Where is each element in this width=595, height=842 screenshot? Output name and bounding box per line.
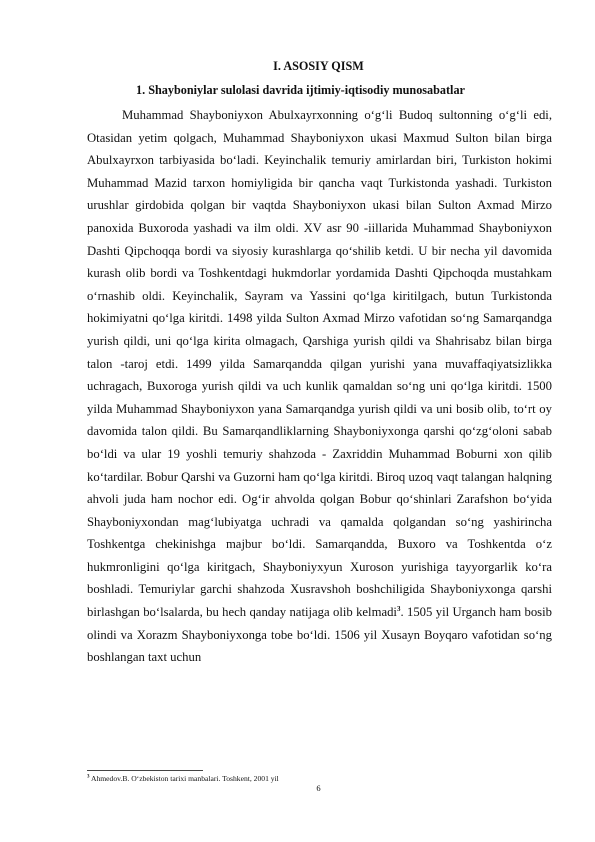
body-paragraph [87, 104, 552, 669]
page-number: 6 [316, 783, 321, 793]
footnote-text: Ahmedov.B. O‘zbekiston tarixi manbalari. Toshkent, 2001 yil [89, 774, 279, 783]
footnote-reference[interactable]: 3 [396, 604, 401, 613]
footnote-divider [87, 770, 203, 771]
section-title: I. ASOSIY QISM [273, 59, 364, 73]
footnote-number: 3 [87, 774, 90, 780]
chapter-title: 1. Shayboniylar sulolasi davrida ijtimiy-iqtisodiy munosabatlar [136, 83, 465, 97]
body-text-part-2: . 1505 yil Urganch ham bosib olindi va Xorazm Shayboniyxonga tobe bo‘ldi. 1506 yil Xusayn Boyqaro vafotidan so‘ng boshlangan taxt uchun [87, 605, 552, 665]
body-text-part-1: Muhammad Shayboniyxon Abulxayrxonning o‘g‘li Budoq sultonning o‘g‘li edi, Otasidan yetim qolgach, Muhammad Shayboniyxon ukasi Maxmud Sulton bilan birga Abulxayrxon tarbiyasida bo‘ladi. Keyinchalik temuriy amirlardan biri, Turkiston hokimi Muhammad Mazid tarxon homiyligida bir qancha vaqt Turkistonda yashadi. Turkiston urushlar girdobida qolgan bir vaqtda Shayboniyxon ukasi bilan Sulton Axmad Mirzo panoxida Buxoroda yashadi va ilm oldi. XV asr 90 -iillarida Muhammad Shayboniyxon Dashti Qipchoqqa bordi va siyosiy kurashlarga qo‘shilib ketdi. U bir necha yil davomida kurash olib bordi va Toshkentdagi hukmdorlar yordamida Dashti Qipchoqda mustahkam o‘rnashib oldi. Keyinchalik, Sayram va Yassini qo‘lga kiritilgach, butun Turkistonda hokimiyatni qo‘lga kiritdi. 1498 yilda Sulton Axmad Mirzo vafotidan so‘ng Samarqandga yurish qildi, uni qo‘lga kirita olmagach, Qarshiga yurish qildi va Shahrisabz bilan birga talon -taroj etdi. 1499 yilda Samarqandda qilgan yurishi yana muvaffaqiyatsizlikka uchragach, Buxoroga yurish qildi va uch kunlik qamaldan so‘ng uni qo‘lga kiritdi. 1500 yilda Muhammad Shayboniyxon yana Samarqandga yurish qildi va uni bosib olib, to‘rt oy davomida talon qildi. Bu Samarqandliklarning Shayboniyxonga qarshi qo‘zg‘oloni sabab bo‘ldi va ular 19 yoshli temuriy shahzoda - Zaxriddin Muhammad Boburni xon qilib ko‘tardilar. Bobur Qarshi va Guzorni ham qo‘lga kiritdi. Biroq uzoq vaqt talangan halqning ahvoli juda ham nochor edi. Og‘ir ahvolda qolgan Bobur qo‘shinlari Zarafshon bo‘yida Shayboniyxondan mag‘lubiyatga uchradi va qamalda qolgandan so‘ng yashirincha Toshkentga chekinishga majbur bo‘ldi. Samarqandda, Buxoro va Toshkentda o‘z hukmronligini qo‘lga kiritgach, Shayboniyxyun Xuroson yurishiga tayyorgarlik ko‘ra boshladi. Temuriylar garchi shahzoda Xusravshoh boshchiligida Shayboniyxonga qarshi birlashgan bo‘lsalarda, bu hech qanday natijaga olib kelmadi [87, 108, 552, 620]
